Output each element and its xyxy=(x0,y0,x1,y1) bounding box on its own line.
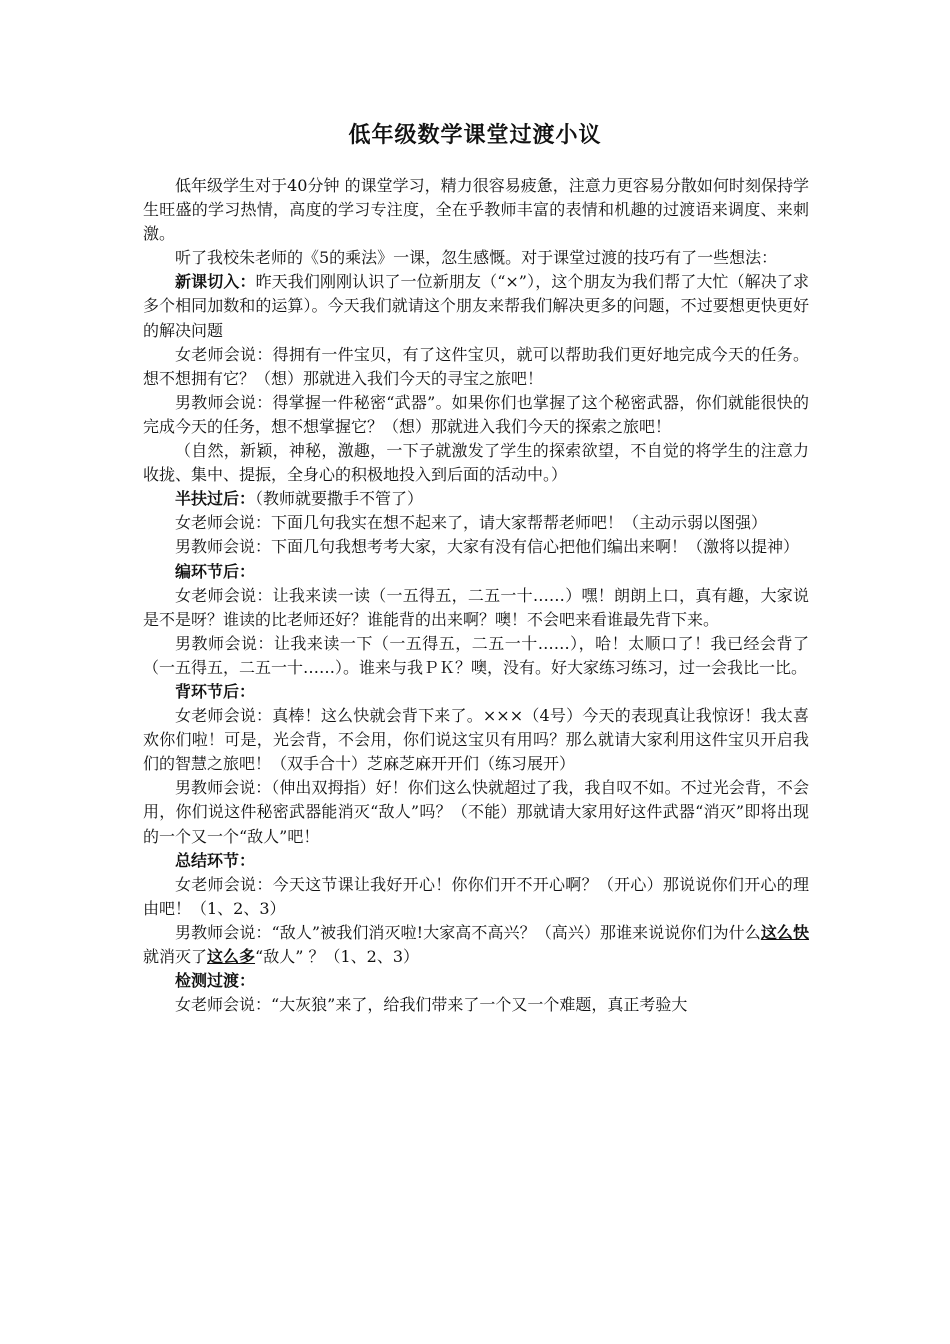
paragraph-text: “敌人” ？（1、2、3） xyxy=(255,947,420,966)
document-title: 低年级数学课堂过渡小议 xyxy=(348,123,602,148)
document-body xyxy=(143,174,809,1017)
paragraph-reflection: 听了我校朱老师的《5的乘法》一课，忽生感慨。对于课堂过渡的技巧有了一些想法： xyxy=(175,248,778,268)
section-heading-half-support: 半扶过后： xyxy=(175,489,256,509)
paragraph-female-teacher-2: 女老师会说：下面几句我实在想不起来了，请大家帮帮老师吧！（主动示弱以图强） xyxy=(175,513,768,533)
underlined-phrase: 这么多 xyxy=(207,947,256,966)
paragraph-male-teacher-2: 男教师会说：下面几句我想考考大家，大家有没有信心把他们编出来啊！（激将以提神） xyxy=(175,537,800,557)
paragraph-male-teacher-5 xyxy=(143,921,809,969)
paragraph-comment: （自然，新颖，神秘，激趣，一下子就激发了学生的探索欲望，不自觉的将学生的注意力收拢、集中、提振，全身心的积极地投入到后面的活动中。） xyxy=(143,441,809,485)
paragraph-female-teacher-6: 女老师会说：“大灰狼”来了，给我们带来了一个又一个难题，真正考验大 xyxy=(175,995,688,1015)
paragraph-text: 昨天我们刚刚认识了一位新朋友（“×”），这个朋友为我们帮了大忙（解决了求多个相同加数和的运算）。今天我们就请这个朋友来帮我们解决更多的问题，不过要想更快更好的解决问题 xyxy=(143,272,809,340)
paragraph-male-teacher-3: 男教师会说：让我来读一下（一五得五，二五一十……），哈！太顺口了！我已经会背了（一五得五，二五一十……）。谁来与我ＰＫ？噢，没有。好大家练习练习，过一会我比一比。 xyxy=(143,633,809,677)
section-heading-summary: 总结环节： xyxy=(175,850,256,870)
section-heading-test: 检测过渡： xyxy=(175,971,256,991)
section-heading-recite: 背环节后： xyxy=(175,681,256,701)
paragraph-male-teacher-4: 男教师会说：（伸出双拇指）好！你们这么快就超过了我，我自叹不如。不过光会背，不会用，你们说这件秘密武器能消灭“敌人”吗？（不能）那就请大家用好这件武器“消灭”即将出现的一个又一个“敌人”吧！ xyxy=(143,778,809,846)
paragraph-female-teacher-3: 女老师会说：让我来读一读（一五得五，二五一十……）嘿！朗朗上口，真有趣，大家说是不是呀？谁读的比老师还好？谁能背的出来啊？噢！不会吧来看谁最先背下来。 xyxy=(143,585,809,629)
paragraph-female-teacher-5: 女老师会说：今天这节课让我好开心！你你们开不开心啊？（开心）那说说你们开心的理由吧！（1、2、3） xyxy=(143,874,809,918)
paragraph-text: （教师就要撒手不管了） xyxy=(255,489,424,509)
paragraph-test-heading xyxy=(143,969,809,993)
paragraph-text: 就消灭了 xyxy=(143,947,208,966)
paragraph-recite-heading xyxy=(143,680,809,704)
paragraph-summary-heading xyxy=(143,849,809,873)
underlined-phrase: 这么快 xyxy=(760,922,809,942)
paragraph-compose-heading xyxy=(143,560,809,584)
paragraph-new-lesson xyxy=(143,270,809,342)
paragraph-female-teacher-4: 女老师会说：真棒！这么快就会背下来了。×××（4号）今天的表现真让我惊讶！我太喜欢你们啦！可是，光会背，不会用，你们说这宝贝有用吗？那么就请大家利用这件宝贝开启我们的智慧之旅吧！（双手合十）芝麻芝麻开开们（练习展开） xyxy=(143,706,809,774)
paragraph-male-teacher-1: 男教师会说：得掌握一件秘密“武器”。如果你们也掌握了这个秘密武器，你们就能很快的完成今天的任务，想不想掌握它？（想）那就进入我们今天的探索之旅吧！ xyxy=(143,392,809,436)
paragraph-female-teacher-1: 女老师会说：得拥有一件宝贝，有了这件宝贝，就可以帮助我们更好地完成今天的任务。想不想拥有它？（想）那就进入我们今天的寻宝之旅吧！ xyxy=(143,344,809,388)
section-heading-new-lesson: 新课切入： xyxy=(175,272,256,292)
paragraph-intro: 低年级学生对于40分钟 的课堂学习，精力很容易疲惫，注意力更容易分散如何时刻保持学生旺盛的学习热情，高度的学习专注度，全在乎教师丰富的表情和机趣的过渡语来调度、来刺激。 xyxy=(143,176,809,244)
section-heading-compose: 编环节后： xyxy=(175,561,256,581)
paragraph-text: 男教师会说：“敌人”被我们消灭啦!大家高不高兴？（高兴）那谁来说说你们为什么 xyxy=(175,922,761,942)
paragraph-half-support xyxy=(143,487,809,511)
